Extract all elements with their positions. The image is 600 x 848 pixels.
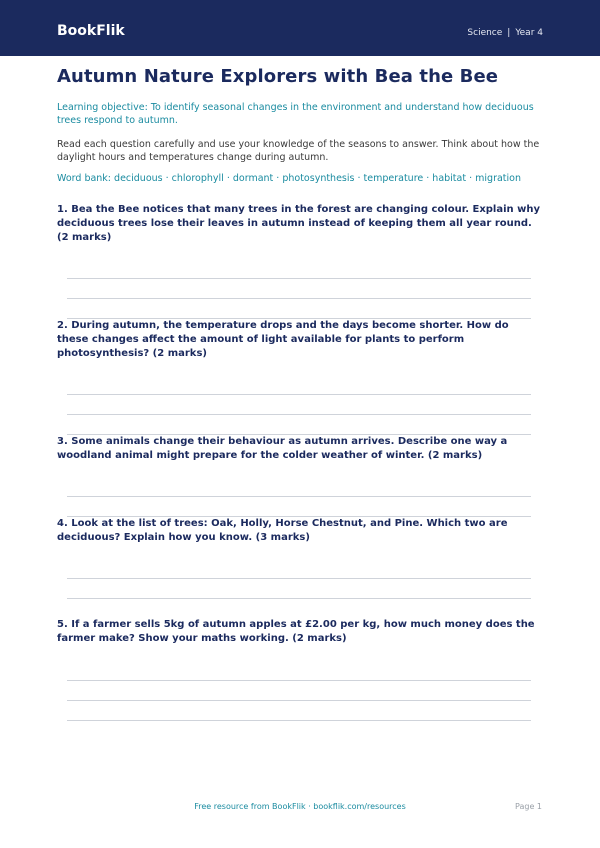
answer-line[interactable] xyxy=(67,720,531,721)
page-header xyxy=(0,0,600,56)
answer-line[interactable] xyxy=(67,578,531,579)
brand-logo-text: BookFlik xyxy=(57,23,125,39)
answer-line[interactable] xyxy=(67,680,531,681)
answer-line[interactable] xyxy=(67,278,531,279)
question-1: 1. Bea the Bee notices that many trees in the forest are changing colour. Explain why deciduous trees lose their leaves in autumn instead of keeping them all year round. (2 marks) xyxy=(57,204,541,243)
question-2: 2. During autumn, the temperature drops and the days become shorter. How do these changes affect the amount of light available for plants to perform photosynthesis? (2 marks) xyxy=(57,320,509,359)
answer-line[interactable] xyxy=(67,414,531,415)
year-label: Year 4 xyxy=(515,28,543,38)
footer-text: Free resource from BookFlik · bookflik.com/resources xyxy=(194,802,406,811)
learning-objective: Learning objective: To identify seasonal changes in the environment and understand how deciduous trees respond to autumn. xyxy=(57,102,534,126)
word-bank: Word bank: deciduous · chlorophyll · dormant · photosynthesis · temperature · habitat · migration xyxy=(57,173,521,184)
subject-label: Science xyxy=(467,28,503,38)
question-3: 3. Some animals change their behaviour as autumn arrives. Describe one way a woodland animal might prepare for the colder weather of winter. (2 marks) xyxy=(57,436,508,461)
meta-separator: | xyxy=(507,28,511,38)
answer-line[interactable] xyxy=(67,700,531,701)
page-number: Page 1 xyxy=(515,802,542,811)
answer-line[interactable] xyxy=(67,298,531,299)
answer-line[interactable] xyxy=(67,496,531,497)
worksheet-title: Autumn Nature Explorers with Bea the Bee xyxy=(57,66,499,87)
question-5: 5. If a farmer sells 5kg of autumn apples at £2.00 per kg, how much money does the farmer make? Show your maths working. (2 marks) xyxy=(57,619,535,644)
answer-line[interactable] xyxy=(67,598,531,599)
answer-line[interactable] xyxy=(67,394,531,395)
instructions-text: Read each question carefully and use your knowledge of the seasons to answer. Think about how the daylight hours and temperatures change during autumn. xyxy=(57,139,540,163)
subject-year-label xyxy=(467,28,543,38)
question-4: 4. Look at the list of trees: Oak, Holly, Horse Chestnut, and Pine. Which two are deciduous? Explain how you know. (3 marks) xyxy=(57,518,508,543)
